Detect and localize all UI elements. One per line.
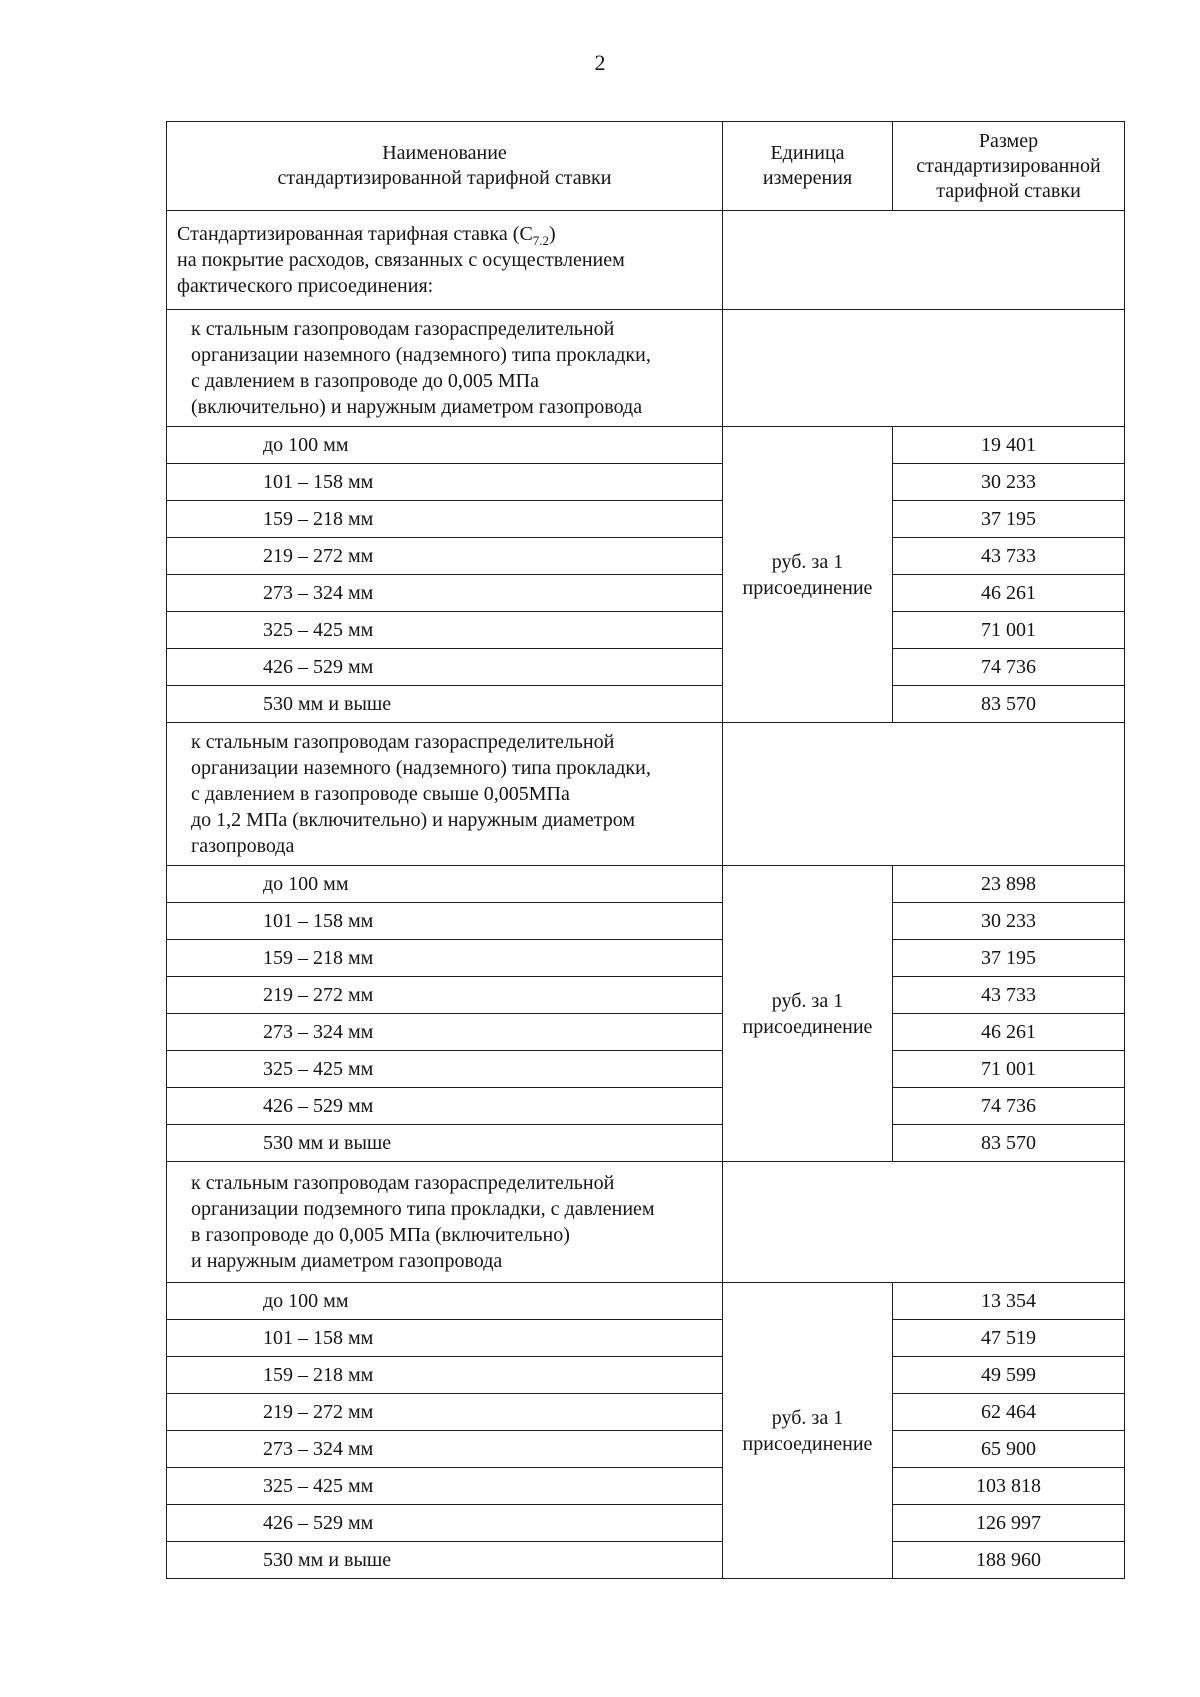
- table-row: [167, 575, 1125, 612]
- tariff-value: 71 001: [893, 1051, 1125, 1088]
- diameter-label: 426 – 529 мм: [167, 649, 723, 686]
- intro-line: [177, 221, 714, 247]
- section-title-line: организации подземного типа прокладки, с давлением: [191, 1198, 655, 1220]
- table-row: [167, 1283, 1125, 1320]
- diameter-label: 101 – 158 мм: [167, 1320, 723, 1357]
- tariff-value: 65 900: [893, 1431, 1125, 1468]
- unit-line: присоединение: [742, 1015, 873, 1038]
- table-row: [167, 1357, 1125, 1394]
- intro-row: [167, 211, 1125, 310]
- diameter-label: 159 – 218 мм: [167, 501, 723, 538]
- table-row: [167, 649, 1125, 686]
- header-size-cell: [893, 122, 1125, 211]
- section-title-cell: [167, 310, 723, 427]
- diameter-label: 273 – 324 мм: [167, 1014, 723, 1051]
- tariff-value: 103 818: [893, 1468, 1125, 1505]
- unit-cell: [723, 427, 893, 723]
- tariff-value: 43 733: [893, 977, 1125, 1014]
- unit-line: руб. за 1: [771, 550, 844, 573]
- section-title-line: с давлением в газопроводе до 0,005 МПа: [191, 370, 539, 392]
- section-header-row: [167, 310, 1125, 427]
- diameter-label: до 100 мм: [167, 1283, 723, 1320]
- section-title-line: организации наземного (надземного) типа прокладки,: [191, 344, 651, 366]
- intro-line: на покрытие расходов, связанных с осуществлением: [177, 249, 625, 271]
- section-title-line: (включительно) и наружным диаметром газопровода: [191, 396, 643, 418]
- diameter-label: 159 – 218 мм: [167, 1357, 723, 1394]
- table-row: [167, 612, 1125, 649]
- diameter-label: 273 – 324 мм: [167, 1431, 723, 1468]
- table-row: [167, 1394, 1125, 1431]
- header-size-line: тарифной ставки: [936, 179, 1081, 202]
- header-name-cell: [167, 122, 723, 211]
- diameter-label: 325 – 425 мм: [167, 1468, 723, 1505]
- table-row: [167, 1468, 1125, 1505]
- unit-line: руб. за 1: [771, 1406, 844, 1429]
- tariff-value: 49 599: [893, 1357, 1125, 1394]
- diameter-label: 101 – 158 мм: [167, 464, 723, 501]
- tariff-value: 19 401: [893, 427, 1125, 464]
- tariff-value: 188 960: [893, 1542, 1125, 1579]
- diameter-label: 325 – 425 мм: [167, 612, 723, 649]
- section-title-line: к стальным газопроводам газораспределительной: [191, 731, 615, 753]
- table-row: [167, 1431, 1125, 1468]
- section-title-line: организации наземного (надземного) типа прокладки,: [191, 757, 651, 779]
- unit-line: присоединение: [742, 576, 873, 599]
- diameter-label: 101 – 158 мм: [167, 903, 723, 940]
- diameter-label: 530 мм и выше: [167, 1125, 723, 1162]
- diameter-label: 530 мм и выше: [167, 1542, 723, 1579]
- diameter-label: 219 – 272 мм: [167, 977, 723, 1014]
- table-row: [167, 1088, 1125, 1125]
- section-title-line: и наружным диаметром газопровода: [191, 1250, 503, 1272]
- unit-cell: [723, 1283, 893, 1579]
- tariff-value: 46 261: [893, 1014, 1125, 1051]
- header-unit-line: измерения: [762, 167, 853, 189]
- section-title-line: до 1,2 МПа (включительно) и наружным диаметром: [191, 809, 636, 831]
- section-header-row: [167, 723, 1125, 866]
- section-empty-cell: [723, 1162, 1125, 1283]
- table-row: [167, 501, 1125, 538]
- diameter-label: 530 мм и выше: [167, 686, 723, 723]
- diameter-label: 426 – 529 мм: [167, 1505, 723, 1542]
- table-row: [167, 686, 1125, 723]
- section-title-line: с давлением в газопроводе свыше 0,005МПа: [191, 783, 570, 805]
- table-row: [167, 903, 1125, 940]
- table-row: [167, 940, 1125, 977]
- tariff-value: 74 736: [893, 1088, 1125, 1125]
- table-row: [167, 538, 1125, 575]
- section-title-line: в газопроводе до 0,005 МПа (включительно): [191, 1224, 570, 1246]
- diameter-label: до 100 мм: [167, 427, 723, 464]
- diameter-label: 219 – 272 мм: [167, 538, 723, 575]
- table-row: [167, 866, 1125, 903]
- header-size-line: Размер: [978, 129, 1039, 152]
- tariff-value: 37 195: [893, 940, 1125, 977]
- intro-empty-cell: [723, 211, 1125, 310]
- tariff-value: 37 195: [893, 501, 1125, 538]
- page-number: 2: [594, 50, 606, 75]
- diameter-label: 426 – 529 мм: [167, 1088, 723, 1125]
- diameter-label: до 100 мм: [167, 866, 723, 903]
- section-title-line: к стальным газопроводам газораспределительной: [191, 318, 615, 340]
- tariff-value: 83 570: [893, 686, 1125, 723]
- header-size-line: стандартизированной: [916, 154, 1101, 177]
- intro-line-text: ): [549, 223, 556, 245]
- section-empty-cell: [723, 310, 1125, 427]
- section-title-cell: [167, 723, 723, 866]
- intro-line: фактического присоединения:: [177, 275, 434, 297]
- tariff-value: 47 519: [893, 1320, 1125, 1357]
- section-title-line: к стальным газопроводам газораспределительной: [191, 1172, 615, 1194]
- tariff-value: 46 261: [893, 575, 1125, 612]
- table-row: [167, 1505, 1125, 1542]
- diameter-label: 273 – 324 мм: [167, 575, 723, 612]
- tariff-value: 13 354: [893, 1283, 1125, 1320]
- diameter-label: 219 – 272 мм: [167, 1394, 723, 1431]
- tariff-value: 30 233: [893, 464, 1125, 501]
- table-row: [167, 1320, 1125, 1357]
- header-name-line: стандартизированной тарифной ставки: [277, 167, 612, 189]
- unit-cell: [723, 866, 893, 1162]
- table-header-row: [167, 122, 1125, 211]
- diameter-label: 159 – 218 мм: [167, 940, 723, 977]
- section-header-row: [167, 1162, 1125, 1283]
- table-row: [167, 1014, 1125, 1051]
- tariff-value: 23 898: [893, 866, 1125, 903]
- intro-cell: [167, 211, 723, 310]
- tariff-value: 83 570: [893, 1125, 1125, 1162]
- section-title-line: газопровода: [191, 835, 295, 857]
- table-row: [167, 1542, 1125, 1579]
- tariff-value: 30 233: [893, 903, 1125, 940]
- table-row: [167, 977, 1125, 1014]
- tariff-value: 74 736: [893, 649, 1125, 686]
- table-row: [167, 464, 1125, 501]
- section-title-cell: [167, 1162, 723, 1283]
- tariff-table: [166, 121, 1125, 1579]
- diameter-label: 325 – 425 мм: [167, 1051, 723, 1088]
- header-unit-cell: [723, 122, 893, 211]
- table-row: [167, 1125, 1125, 1162]
- unit-line: руб. за 1: [771, 989, 844, 1012]
- tariff-value: 62 464: [893, 1394, 1125, 1431]
- unit-line: присоединение: [742, 1432, 873, 1455]
- intro-line-text: Стандартизированная тарифная ставка (С: [177, 223, 533, 245]
- tariff-value: 71 001: [893, 612, 1125, 649]
- section-empty-cell: [723, 723, 1125, 866]
- intro-subscript: 7.2: [532, 233, 550, 248]
- header-name-line: Наименование: [382, 142, 507, 164]
- header-unit-line: Единица: [770, 142, 845, 164]
- tariff-value: 43 733: [893, 538, 1125, 575]
- table-row: [167, 1051, 1125, 1088]
- tariff-value: 126 997: [893, 1505, 1125, 1542]
- table-row: [167, 427, 1125, 464]
